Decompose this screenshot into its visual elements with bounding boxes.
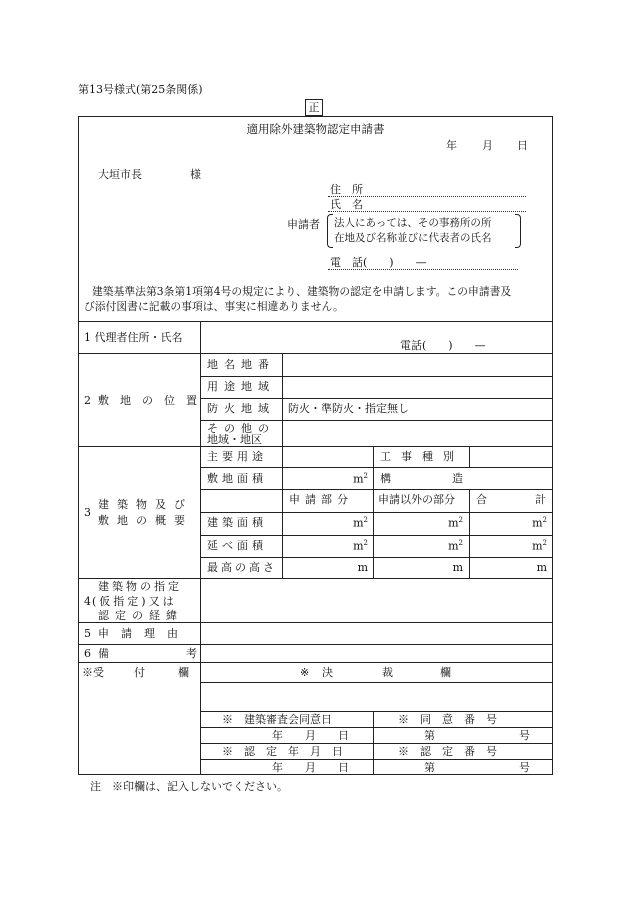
addressee-honorific: 様 xyxy=(190,168,201,181)
history-label-2: (仮指定)又は xyxy=(92,595,177,608)
corp-note-line1: 法人にあっては、その事務所の所 xyxy=(334,217,492,229)
structure-label-2: 造 xyxy=(452,472,463,485)
lot-number-label: 地名地番 xyxy=(207,358,275,371)
phone-field[interactable] xyxy=(328,269,518,270)
building-overview-num: 3 xyxy=(84,506,91,519)
cert-no-prefix: 第 xyxy=(424,761,435,774)
site-area-unit: $m^2$ xyxy=(353,472,368,486)
col-application: 申請部分 xyxy=(289,493,353,506)
footnote: 注 ※印欄は、記入しないでください。 xyxy=(90,780,288,793)
other-zone-label-1: その他の xyxy=(207,422,275,435)
reason-num: 5 xyxy=(84,627,91,640)
consent-no-prefix: 第 xyxy=(424,729,435,742)
decision-a: 決 xyxy=(322,666,333,679)
name-field[interactable] xyxy=(328,211,526,212)
floor-area-unit-total: $m^2$ xyxy=(532,539,547,553)
building-area-label: 建築面積 xyxy=(207,516,267,529)
addressee-name: 大垣市長 xyxy=(98,168,142,181)
applicant-label: 申請者 xyxy=(287,218,320,231)
decision-b: 裁 xyxy=(382,666,393,679)
main-use-label: 主要用途 xyxy=(207,450,267,463)
right-bracket xyxy=(515,214,521,248)
col-total-2: 計 xyxy=(535,493,546,506)
decision-mark: ※ xyxy=(300,666,310,679)
col-total: 合 xyxy=(476,493,487,506)
max-height-unit-app: m xyxy=(357,561,368,574)
construction-type-label: 工事種別 xyxy=(380,450,464,463)
council-date-label: ※ 建築審査会同意日 xyxy=(222,713,332,726)
building-area-unit-app: $m^2$ xyxy=(353,516,368,530)
building-area-unit-total: $m^2$ xyxy=(532,516,547,530)
reception-left: ※受 xyxy=(82,666,104,679)
floor-area-unit-app: $m^2$ xyxy=(353,539,368,553)
form-title: 適用除外建築物認定申請書 xyxy=(246,122,385,136)
consent-no-label: ※ 同 意 番 号 xyxy=(398,713,497,726)
reception-right: 欄 xyxy=(178,666,189,679)
date-month[interactable]: 月 xyxy=(482,139,493,152)
use-zone-label: 用途地域 xyxy=(207,380,275,393)
history-label-3: 認定の経緯 xyxy=(98,609,183,622)
council-date-ymd[interactable]: 年 月 日 xyxy=(272,729,349,742)
site-location-label: 敷地の位置 xyxy=(98,394,208,407)
name-label: 氏 名 xyxy=(330,198,363,211)
fire-zone-label: 防火地域 xyxy=(207,402,275,415)
agent-phone[interactable]: 電話( ) — xyxy=(400,339,486,352)
site-location-num: 2 xyxy=(84,394,91,407)
phone-label: 電 話( ) — xyxy=(330,256,427,269)
cert-date-ymd[interactable]: 年 月 日 xyxy=(272,761,349,774)
date-day[interactable]: 日 xyxy=(517,139,528,152)
left-bracket xyxy=(327,214,333,248)
remarks-num: 6 xyxy=(84,647,91,660)
fire-zone-options[interactable]: 防火・準防火・指定無し xyxy=(288,402,409,415)
site-area-label: 敷地面積 xyxy=(207,472,267,485)
consent-no-suffix: 号 xyxy=(519,729,530,742)
building-area-unit-other: $m^2$ xyxy=(448,516,463,530)
reason-label: 申請理由 xyxy=(98,627,190,640)
building-overview-label-1: 建築物及び xyxy=(98,498,193,511)
statement-line1: 建築基準法第3条第1項第4号の規定により、建築物の認定を申請します。この申請書及 xyxy=(92,285,512,298)
floor-area-unit-other: $m^2$ xyxy=(448,539,463,553)
max-height-unit-total: m xyxy=(536,561,547,574)
structure-label: 構 xyxy=(380,472,391,485)
copy-mark: 正 xyxy=(305,99,323,116)
statement-line2: び添付図書に記載の事項は、事実に相違ありません。 xyxy=(84,300,344,313)
history-label-1: 建築物の指定 xyxy=(98,580,182,593)
col-other: 申請以外の部分 xyxy=(378,493,455,506)
corp-note-line2: 在地及び名称並びに代表者の氏名 xyxy=(334,232,492,244)
other-zone-label-2: 地域・地区 xyxy=(207,433,262,446)
building-overview-label-2: 敷地の概要 xyxy=(98,514,193,527)
reception-mid: 付 xyxy=(134,666,145,679)
cert-no-suffix: 号 xyxy=(519,761,530,774)
date-year[interactable]: 年 xyxy=(446,139,457,152)
floor-area-label: 延べ面積 xyxy=(207,539,267,552)
decision-c: 欄 xyxy=(440,666,451,679)
max-height-unit-other: m xyxy=(452,561,463,574)
history-num: 4 xyxy=(84,595,91,608)
form-number: 第13号様式(第25条関係) xyxy=(78,83,203,96)
address-field[interactable] xyxy=(328,196,526,197)
remarks-label-2: 考 xyxy=(186,647,197,660)
max-height-label: 最高の高さ xyxy=(207,561,277,574)
address-label: 住 所 xyxy=(330,183,363,196)
cert-date-label: ※ 認 定 年 月 日 xyxy=(222,745,343,758)
remarks-label: 備 xyxy=(98,647,109,660)
cert-no-label: ※ 認 定 番 号 xyxy=(398,745,497,758)
agent-label: 1 代理者住所・氏名 xyxy=(84,331,183,344)
